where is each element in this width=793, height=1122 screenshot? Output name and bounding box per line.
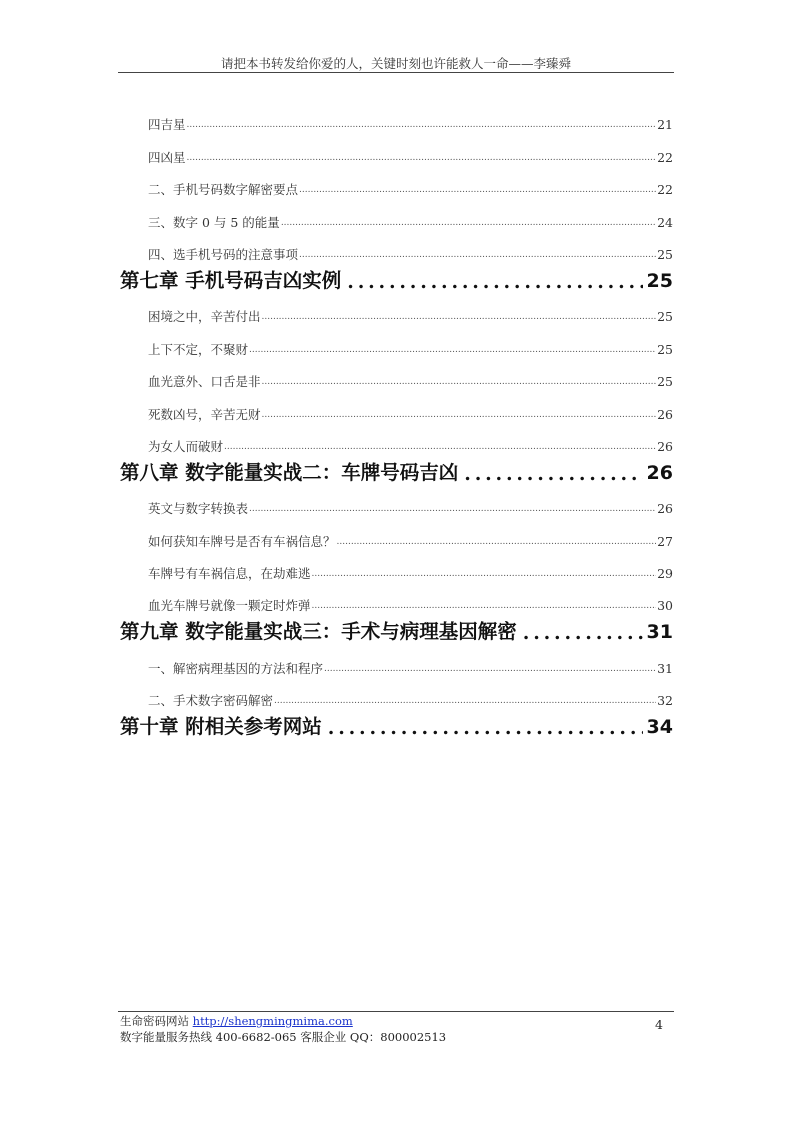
running-header: 请把本书转发给你爱的人，关键时刻也许能救人一命——李臻舜 <box>220 56 571 71</box>
dot-leader <box>337 537 657 548</box>
toc-entry[interactable] <box>120 325 673 357</box>
toc-entry[interactable] <box>120 133 673 165</box>
dot-leader <box>262 377 657 388</box>
toc-chapter-page: 25 <box>646 269 673 292</box>
dot-leader <box>187 120 657 131</box>
dot-leader <box>262 312 657 323</box>
table-of-contents <box>120 101 673 739</box>
toc-chapter-entry[interactable] <box>120 614 673 644</box>
dot-leader <box>281 218 656 229</box>
toc-entry-page: 22 <box>657 149 673 165</box>
toc-entry-page: 21 <box>657 117 673 133</box>
dot-leader <box>347 271 642 293</box>
toc-entry-title: 二、手机号码数字解密要点 <box>148 182 299 198</box>
toc-entry-title: 一、解密病理基因的方法和程序 <box>148 660 324 676</box>
toc-entry[interactable] <box>120 677 673 709</box>
toc-entry[interactable] <box>120 101 673 133</box>
toc-entry[interactable] <box>120 485 673 517</box>
toc-entry-title: 血光车牌号就像一颗定时炸弹 <box>148 598 311 614</box>
toc-entry-page: 27 <box>657 533 673 549</box>
toc-chapter-page: 26 <box>646 461 673 484</box>
toc-entry-page: 24 <box>657 214 673 230</box>
dot-leader <box>299 185 656 196</box>
toc-entry-page: 30 <box>657 598 673 614</box>
toc-entry-page: 26 <box>657 438 673 454</box>
toc-entry[interactable] <box>120 423 673 455</box>
dot-leader <box>523 622 643 644</box>
page-number: 4 <box>655 1017 663 1032</box>
toc-entry[interactable] <box>120 198 673 230</box>
toc-chapter-title: 第九章 数字能量实战三：手术与病理基因解密 <box>120 620 517 644</box>
toc-entry-title: 三、数字 0 与 5 的能量 <box>148 214 280 230</box>
toc-entry[interactable] <box>120 550 673 582</box>
toc-entry-title: 血光意外、口舌是非 <box>148 374 261 390</box>
toc-entry-page: 25 <box>657 246 673 262</box>
page-footer <box>120 1013 446 1045</box>
toc-chapter-page: 34 <box>646 716 673 739</box>
toc-entry-title: 如何获知车牌号是否有车祸信息？ <box>148 533 336 549</box>
toc-entry-title: 上下不定，不聚财 <box>148 341 249 357</box>
dot-leader <box>262 410 657 421</box>
toc-entry-page: 29 <box>657 566 673 582</box>
footer-hotline: 数字能量服务热线 400-6682-065 客服企业 QQ：800002513 <box>120 1030 447 1044</box>
dot-leader <box>324 664 656 675</box>
dot-leader <box>224 442 656 453</box>
toc-entry-page: 32 <box>657 693 673 709</box>
toc-chapter-entry[interactable] <box>120 709 673 739</box>
dot-leader <box>249 504 656 515</box>
dot-leader <box>299 250 656 261</box>
toc-entry-page: 26 <box>657 501 673 517</box>
dot-leader <box>187 153 657 164</box>
footer-divider <box>118 1011 674 1012</box>
dot-leader <box>249 345 656 356</box>
toc-entry-title: 为女人而破财 <box>148 438 224 454</box>
toc-chapter-entry[interactable] <box>120 263 673 293</box>
toc-entry-title: 困境之中，辛苦付出 <box>148 309 261 325</box>
dot-leader <box>328 717 643 739</box>
dot-leader <box>312 601 657 612</box>
toc-entry[interactable] <box>120 644 673 676</box>
toc-entry[interactable] <box>120 582 673 614</box>
toc-entry[interactable] <box>120 166 673 198</box>
toc-entry[interactable] <box>120 293 673 325</box>
toc-entry[interactable] <box>120 231 673 263</box>
toc-entry-title: 四吉星 <box>148 117 186 133</box>
site-link[interactable]: http://shengmingmima.com <box>192 1014 353 1028</box>
toc-entry-page: 25 <box>657 374 673 390</box>
dot-leader <box>274 696 656 707</box>
toc-entry-title: 二、手术数字密码解密 <box>148 693 274 709</box>
toc-entry-page: 25 <box>657 309 673 325</box>
toc-entry-title: 四凶星 <box>148 149 186 165</box>
toc-entry-page: 26 <box>657 406 673 422</box>
toc-chapter-title: 第七章 手机号码吉凶实例 <box>120 268 342 292</box>
toc-chapter-page: 31 <box>646 621 673 644</box>
dot-leader <box>464 463 642 485</box>
toc-entry-page: 31 <box>657 660 673 676</box>
footer-site-line <box>120 1013 446 1029</box>
toc-entry[interactable] <box>120 517 673 549</box>
toc-chapter-entry[interactable] <box>120 455 673 485</box>
toc-entry-title: 死数凶号，辛苦无财 <box>148 406 261 422</box>
toc-entry-page: 25 <box>657 341 673 357</box>
toc-entry-title: 车牌号有车祸信息，在劫难逃 <box>148 566 311 582</box>
site-label: 生命密码网站 <box>120 1014 189 1028</box>
toc-chapter-title: 第八章 数字能量实战二：车牌号码吉凶 <box>120 460 459 484</box>
toc-entry-title: 四、选手机号码的注意事项 <box>148 246 299 262</box>
toc-entry-title: 英文与数字转换表 <box>148 501 249 517</box>
toc-chapter-title: 第十章 附相关参考网站 <box>120 715 322 739</box>
toc-entry-page: 22 <box>657 182 673 198</box>
dot-leader <box>312 569 657 580</box>
header-divider <box>118 72 674 73</box>
toc-entry[interactable] <box>120 358 673 390</box>
toc-entry[interactable] <box>120 390 673 422</box>
